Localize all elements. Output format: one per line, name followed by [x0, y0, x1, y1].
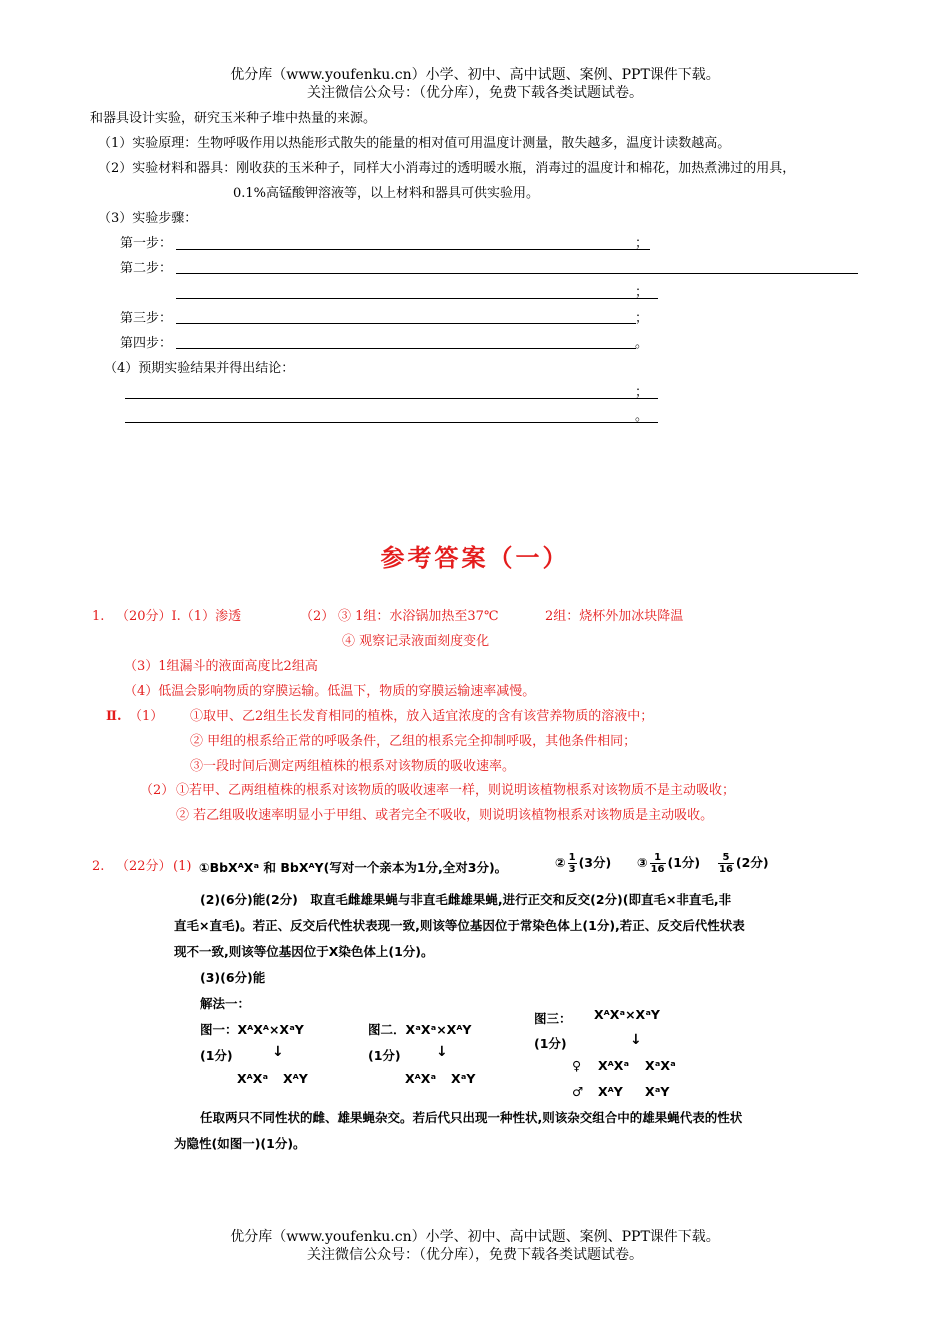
step3-blank-line[interactable]	[176, 323, 636, 324]
answer-title: 参考答案（一）	[380, 543, 570, 572]
figure3-male-offspring2: XᵃY	[645, 1084, 670, 1099]
answer1-a2-label: （2）	[300, 609, 335, 624]
answer2-method: 解法一：	[200, 996, 251, 1011]
figure1-down-arrow-icon: ↓	[272, 1044, 284, 1060]
answer1-a4: （4）低温会影响物质的穿膜运输。低温下，物质的穿膜运输速率减慢。	[124, 684, 536, 699]
predict-title: （4）预期实验结果并得出结论：	[104, 361, 295, 376]
step4-label: 第四步：	[120, 336, 173, 351]
answer1-a3: （3）1组漏斗的液面高度比2组高	[124, 659, 318, 674]
step4-period: 。	[635, 336, 649, 351]
step1-label: 第一步：	[120, 236, 173, 251]
figure2-down-arrow-icon: ↓	[436, 1044, 448, 1060]
figure1-offspring1: XᴬXᵃ	[237, 1071, 269, 1086]
steps-title: （3）实验步骤：	[98, 211, 198, 226]
figure3-cross: XᴬXᵃ×XᵃY	[594, 1007, 660, 1022]
step1-semicolon: ；	[635, 236, 649, 251]
materials-text-1: （2）实验材料和器具：刚收获的玉米种子，同样大小消毒过的透明暖水瓶，消毒过的温度计和棉花，加热煮沸过的用具，	[98, 161, 796, 176]
step3-label: 第三步：	[120, 311, 173, 326]
figure2-offspring2: XᵃY	[451, 1071, 476, 1086]
step4-blank-line[interactable]	[176, 348, 636, 349]
step1-blank-line[interactable]	[176, 249, 650, 250]
answer1-p2-1-b: ② 甲组的根系给正常的呼吸条件，乙组的根系完全抑制呼吸，其他条件相同；	[190, 734, 637, 749]
figure3-male-offspring1: XᴬY	[598, 1084, 623, 1099]
figure2-points: (1分)	[368, 1048, 401, 1063]
figure2-cross: 图二．XᵃXᵃ×XᴬY	[368, 1022, 472, 1037]
page-footer-line1: 优分库（www.youfenku.cn）小学、初中、高中试题、案例、PPT课件下载。	[230, 1229, 720, 1245]
figure3-points: (1分)	[534, 1036, 567, 1051]
answer2-conclusion-1: 任取两只不同性状的雌、雄果蝇杂交。若后代只出现一种性状,则该杂交组合中的雄果蝇代表的性状	[200, 1110, 743, 1125]
figure3-female-offspring2: XᵃXᵃ	[645, 1058, 676, 1073]
answer1-part2-label: Ⅱ.	[106, 709, 122, 724]
step3-semicolon: ；	[635, 311, 649, 326]
principle-text: （1）实验原理：生物呼吸作用以热能形式散失的能量的相对值可用温度计测量，散失越多，温度计读数越高。	[98, 136, 731, 151]
answer2-number: 2.	[92, 859, 105, 874]
step2-label: 第二步：	[120, 261, 173, 276]
fraction-1-16: $\frac{1}{16}$	[650, 852, 665, 875]
step2-semicolon: ；	[635, 285, 649, 300]
male-symbol-icon: ♂	[572, 1084, 584, 1099]
answer1-p2-2-label: （2）	[140, 783, 175, 798]
page-header-line1: 优分库（www.youfenku.cn）小学、初中、高中试题、案例、PPT课件下载。	[230, 67, 720, 83]
answer2-p1-d: $\frac{5}{16}$ (2分)	[719, 852, 769, 875]
answer2-p1-c: ③ $\frac{1}{16}$ (1分)	[637, 852, 701, 875]
step2-blank-line-2[interactable]	[176, 298, 658, 299]
page-footer-line2: 关注微信公众号：（优分库），免费下载各类试题试卷。	[307, 1247, 643, 1263]
fraction-5-16: $\frac{5}{16}$	[719, 852, 733, 875]
answer1-p2-2-b: ② 若乙组吸收速率明显小于甲组、或者完全不吸收，则说明该植物根系对该物质是主动吸收。	[176, 808, 714, 823]
answer1-p2-1-a: ①取甲、乙2组生长发育相同的植株，放入适宜浓度的含有该营养物质的溶液中；	[190, 709, 654, 724]
figure3-label: 图三：	[534, 1011, 572, 1026]
figure2-offspring1: XᴬXᵃ	[405, 1071, 437, 1086]
figure3-down-arrow-icon: ↓	[630, 1032, 642, 1048]
answer1-a2-item3: ④ 观察记录液面刻度变化	[342, 634, 490, 649]
step2-blank-line-1[interactable]	[176, 273, 858, 274]
page-header-line2: 关注微信公众号：（优分库），免费下载各类试题试卷。	[307, 85, 643, 101]
answer2-score: （22分）	[116, 859, 172, 874]
figure1-points: (1分)	[200, 1048, 233, 1063]
answer1-a2-item1: ③ 1组：水浴锅加热至37℃	[338, 609, 499, 624]
predict-period: 。	[635, 409, 649, 424]
answer2-conclusion-2: 为隐性(如图一)(1分)。	[174, 1136, 306, 1151]
answer2-p2-line3: 现不一致,则该等位基因位于X染色体上(1分)。	[174, 944, 434, 959]
answer2-p3: (3)(6分)能	[200, 970, 266, 985]
materials-text-2: 0.1%高锰酸钾溶液等，以上材料和器具可供实验用。	[233, 186, 540, 201]
figure3-female-offspring1: XᴬXᵃ	[598, 1058, 630, 1073]
fraction-1-3: $\frac{1}{3}$	[568, 852, 576, 875]
answer2-p1-label: (1)	[173, 859, 192, 874]
answer2-p1-b: ② $\frac{1}{3}$ (3分)	[555, 852, 612, 875]
figure1-offspring2: XᴬY	[283, 1071, 308, 1086]
answer1-p2-2-a: ①若甲、乙两组植株的根系对该物质的吸收速率一样，则说明该植物根系对该物质不是主动吸收；	[176, 783, 736, 798]
predict-blank-line-1[interactable]	[125, 398, 658, 399]
answer2-p2-line2: 直毛×直毛)。若正、反交后代性状表现一致,则该等位基因位于常染色体上(1分),若正、反交后代性状表	[174, 918, 745, 933]
answer1-number: 1.	[92, 609, 105, 624]
figure1-cross: 图一：XᴬXᴬ×XᵃY	[200, 1022, 304, 1037]
answer1-part1: （20分）Ⅰ.（1）渗透	[116, 609, 242, 624]
predict-semicolon: ；	[635, 385, 649, 400]
female-symbol-icon: ♀	[572, 1058, 582, 1073]
answer1-p2-1-label: （1）	[129, 709, 164, 724]
answer2-p1-text: ①BbXᴬXᵃ 和 BbXᴬY(写对一个亲本为1分,全对3分)。	[199, 860, 508, 875]
answer1-p2-1-c: ③一段时间后测定两组植株的根系对该物质的吸收速率。	[190, 759, 516, 774]
question-intro: 和器具设计实验，研究玉米种子堆中热量的来源。	[90, 111, 377, 126]
predict-blank-line-2[interactable]	[125, 422, 658, 423]
answer1-a2-item2: 2组：烧杯外加冰块降温	[545, 609, 684, 624]
answer2-p2-line1: (2)(6分)能(2分) 取直毛雌雄果蝇与非直毛雌雄果蝇,进行正交和反交(2分)(即直毛×非直毛,非	[200, 892, 732, 907]
